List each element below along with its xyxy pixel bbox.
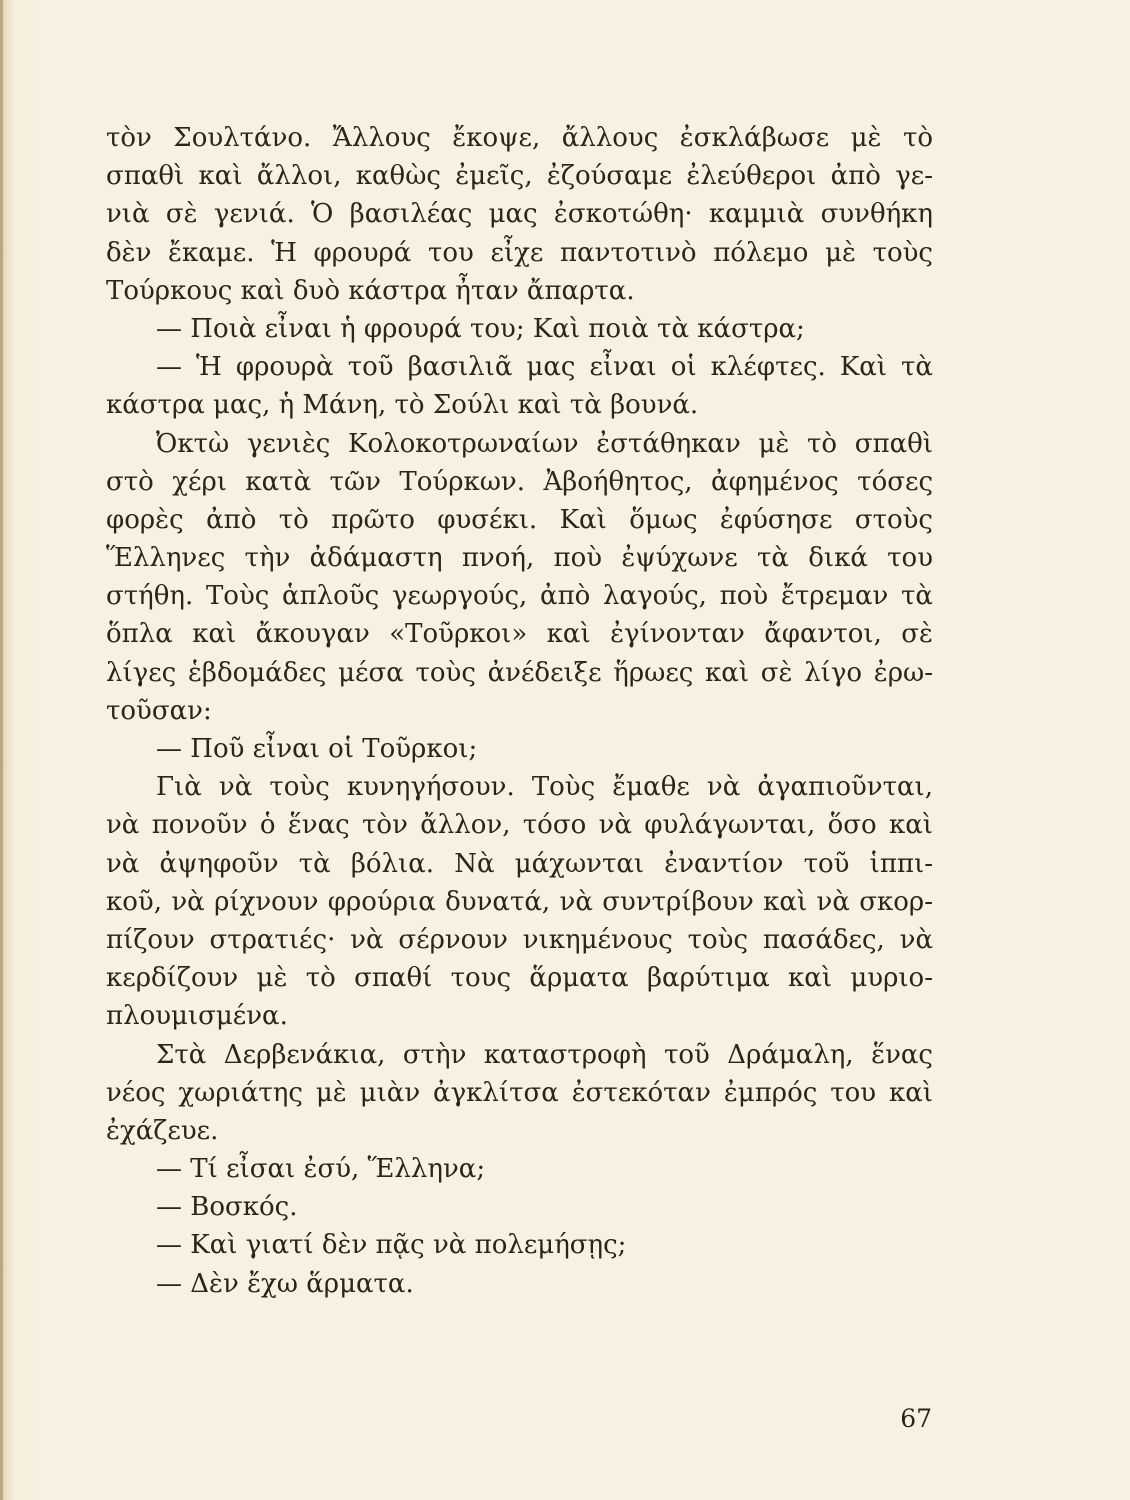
text-line-17: — Ποῦ εἶναι οἱ Τοῦρκοι; [156,734,478,764]
text-line-14: ὅπλα καὶ ἄκουγαν «Τοῦρκοι» καὶ ἐγίνονταν ἄφαντοι, σὲ [106,619,933,650]
text-line-10: στὸ χέρι κατὰ τῶν Τούρκων. Ἀβοήθητος, ἀφημένος τόσες [106,466,933,497]
text-line-3: νιὰ σὲ γενιά. Ὁ βασιλέας μας ἐσκοτώθη· καμμιὰ συνθήκη [106,199,933,230]
text-line-2: σπαθὶ καὶ ἄλλοι, καθὼς ἐμεῖς, ἐζούσαμε ἐλεύθεροι ἀπὸ γε- [106,161,933,192]
text-line-6: — Ποιὰ εἶναι ἡ φρουρά του; Καὶ ποιὰ τὰ κάστρα; [156,313,805,344]
text-line-22: πίζουν στρατιές· νὰ σέρνουν νικημένους τοὺς πασάδες, νὰ [106,924,933,955]
text-line-16: τοῦσαν: [106,695,212,726]
text-line-13: στήθη. Τοὺς ἁπλοῦς γεωργούς, ἀπὸ λαγούς, ποὺ ἔτρεμαν τὰ [106,581,933,612]
text-line-25: Στὰ Δερβενάκια, στὴν καταστροφὴ τοῦ Δράμαλη, ἕνας [156,1039,933,1070]
text-line-15: λίγες ἑβδομάδες μέσα τοὺς ἀνέδειξε ἥρωες καὶ σὲ λίγο ἐρω- [106,657,933,688]
text-line-18: Γιὰ νὰ τοὺς κυνηγήσουν. Τοὺς ἔμαθε νὰ ἀγαπιοῦνται, [156,772,933,803]
text-line-5: Τούρκους καὶ δυὸ κάστρα ἦταν ἄπαρτα. [106,275,635,306]
text-line-30: — Καὶ γιατί δὲν πᾷς νὰ πολεμήσῃς; [156,1230,627,1261]
text-line-21: κοῦ, νὰ ρίχνουν φρούρια δυνατά, νὰ συντρίβουν καὶ νὰ σκορ- [106,886,933,917]
text-line-24: πλουμισμένα. [106,1001,288,1032]
text-line-4: δὲν ἔκαμε. Ἡ φρουρά του εἶχε παντοτινὸ πόλεμο μὲ τοὺς [106,237,933,268]
text-line-8: κάστρα μας, ἡ Μάνη, τὸ Σούλι καὶ τὰ βουνά. [106,390,699,421]
text-line-29: — Βοσκός. [156,1192,298,1223]
text-line-28: — Τί εἶσαι ἐσύ, Ἕλληνα; [156,1154,486,1185]
text-line-9: Ὀκτὼ γενιὲς Κολοκοτρωναίων ἐστάθηκαν μὲ τὸ σπαθὶ [156,428,933,459]
page-number: 67 [900,1404,932,1433]
text-line-7: — Ἡ φρουρὰ τοῦ βασιλιᾶ μας εἶναι οἱ κλέφτες. Καὶ τὰ [156,352,933,383]
text-line-12: Ἕλληνες τὴν ἀδάμαστη πνοή, ποὺ ἐψύχωνε τὰ δικά του [106,543,933,574]
text-line-31: — Δὲν ἔχω ἅρματα. [156,1268,414,1299]
text-line-23: κερδίζουν μὲ τὸ σπαθί τους ἅρματα βαρύτιμα καὶ μυριο- [106,963,933,994]
text-line-26: νέος χωριάτης μὲ μιὰν ἀγκλίτσα ἐστεκόταν ἐμπρός του καὶ [106,1077,933,1108]
text-line-11: φορὲς ἀπὸ τὸ πρῶτο φυσέκι. Καὶ ὅμως ἐφύσησε στοὺς [106,504,933,535]
page-spine [0,0,3,1500]
body-text [106,119,933,1303]
text-line-19: νὰ πονοῦν ὁ ἕνας τὸν ἄλλον, τόσο νὰ φυλάγωνται, ὅσο καὶ [106,810,933,841]
text-line-27: ἐχάζευε. [106,1115,219,1146]
text-line-1: τὸν Σουλτάνο. Ἄλλους ἔκοψε, ἄλλους ἐσκλάβωσε μὲ τὸ [106,123,933,153]
text-line-20: νὰ ἀψηφοῦν τὰ βόλια. Νὰ μάχωνται ἐναντίον τοῦ ἱππι- [106,848,933,879]
